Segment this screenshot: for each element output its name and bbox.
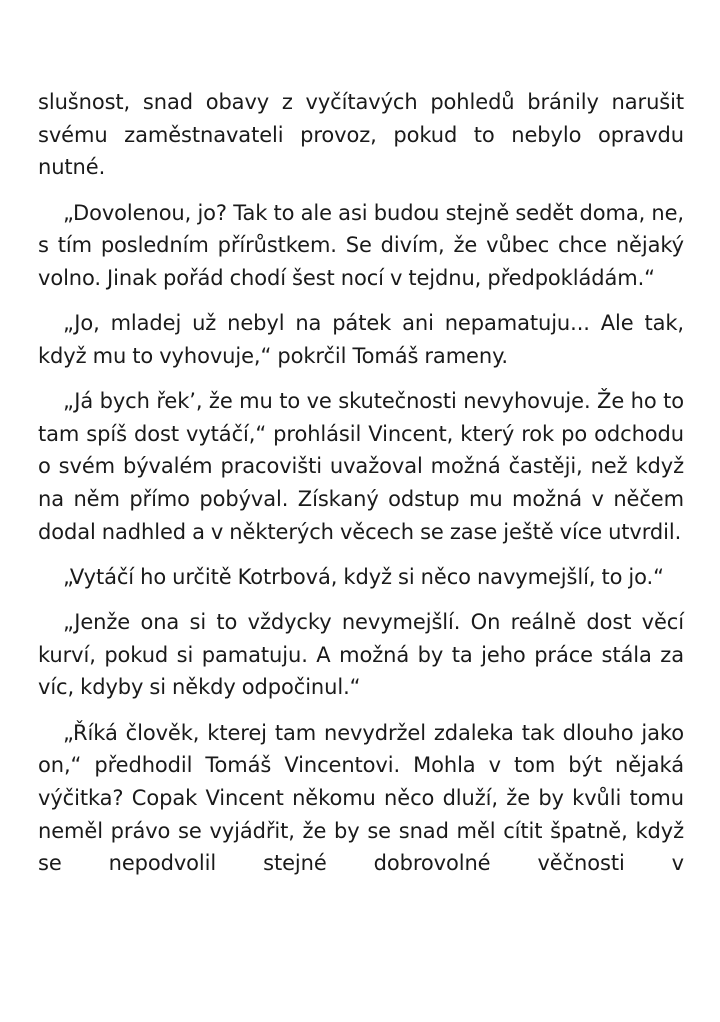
paragraph-3: „Jo, mladej už nebyl na pátek ani nepamatuju... Ale tak, když mu to vyhovuje,“ pokrčil Tomáš rameny. (38, 311, 684, 368)
document-page (38, 86, 684, 893)
paragraph-7: „Říká člověk, kterej tam nevydržel zdaleka tak dlouho jako on,“ předhodil Tomáš Vincentovi. Mohla v tom být nějaká výčitka? Copak Vincent někomu něco dluží, že by kvůli tomu neměl právo se vyjádřit, že by se snad měl cítit špatně, když se nepodvolil stejné dobrovolné věčnosti v (38, 720, 684, 876)
paragraph-1: slušnost, snad obavy z vyčítavých pohledů bránily narušit svému zaměstnavateli provoz, pokud to nebylo opravdu nutné. (38, 90, 684, 180)
paragraph-6: „Jenže ona si to vždycky nevymejšlí. On reálně dost věcí kurví, pokud si pamatuju. A možná by ta jeho práce stála za víc, kdyby si někdy odpočinul.“ (38, 610, 684, 700)
paragraph-4: „Já bych řek’, že mu to ve skutečnosti nevyhovuje. Že ho to tam spíš dost vytáčí,“ prohlásil Vincent, který rok po odchodu o svém bývalém pracovišti uvažoval možná častěji, než když na něm přímo pobýval. Získaný odstup mu možná v něčem dodal nadhled a v některých věcech se zase ještě více utvrdil. (38, 389, 684, 544)
paragraph-5: „Vytáčí ho určitě Kotrbová, když si něco navymejšlí, to jo.“ (63, 564, 664, 589)
paragraph-2: „Dovolenou, jo? Tak to ale asi budou stejně sedět doma, ne, s tím posledním přírůstkem. Se divím, že vůbec chce nějaký volno. Jinak pořád chodí šest nocí v tejdnu, předpokládám.“ (38, 200, 684, 290)
